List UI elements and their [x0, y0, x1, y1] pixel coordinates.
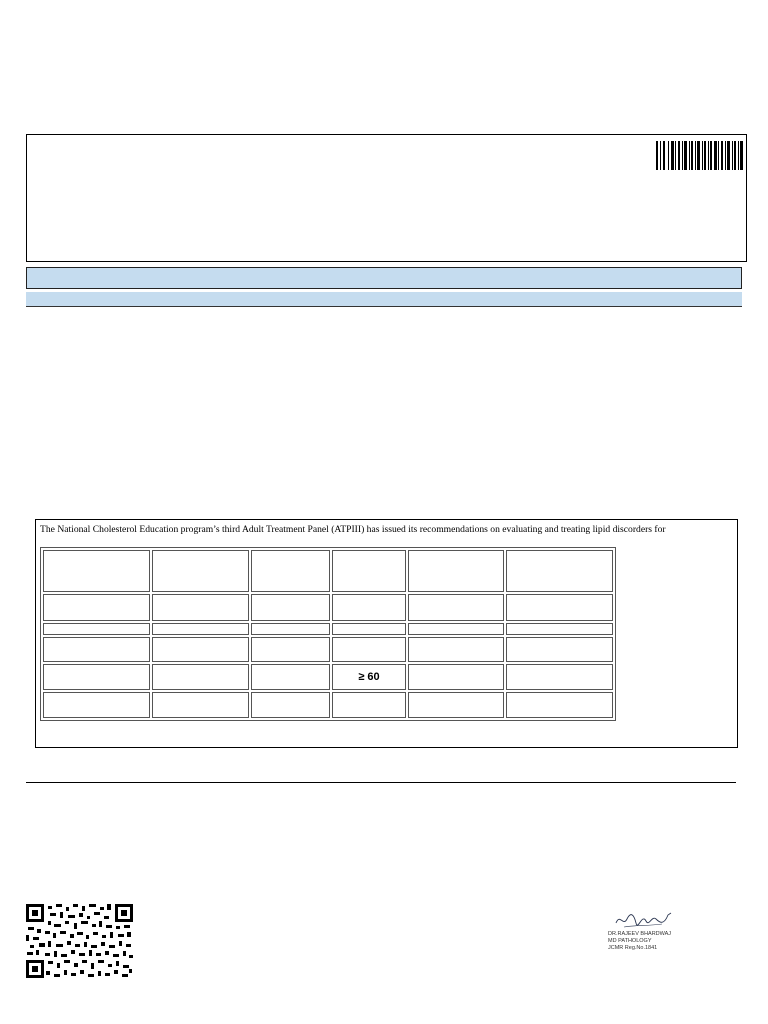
barcode-image — [656, 141, 743, 170]
lipid-reference-table — [40, 547, 616, 721]
doctor-signature-block — [606, 909, 696, 957]
table-cell — [408, 664, 504, 690]
doctor-qualification: MD PATHOLOGY — [608, 938, 652, 944]
table-cell — [506, 637, 613, 662]
table-cell — [251, 550, 330, 592]
table-cell — [152, 623, 249, 635]
table-cell — [251, 637, 330, 662]
table-cell — [506, 550, 613, 592]
table-row — [43, 623, 613, 635]
patient-info-box — [26, 134, 747, 262]
table-cell — [506, 594, 613, 621]
table-cell — [152, 692, 249, 718]
table-cell — [408, 623, 504, 635]
table-cell — [332, 623, 406, 635]
table-cell — [251, 623, 330, 635]
table-row — [43, 594, 613, 621]
table-cell — [251, 664, 330, 690]
table-row — [43, 637, 613, 662]
table-cell — [43, 594, 150, 621]
table-cell — [43, 637, 150, 662]
footer-divider — [26, 782, 736, 783]
signature-icon — [614, 909, 674, 931]
atp-note: The National Cholesterol Education program’s third Adult Treatment Panel (ATPIII) has issued its recommendations on evaluating and treating lipid discorders for — [40, 524, 666, 535]
table-cell — [506, 664, 613, 690]
doctor-name: DR.RAJEEV BHARDWAJ — [608, 931, 672, 937]
table-cell — [251, 692, 330, 718]
table-header-band — [26, 292, 742, 307]
qr-code-icon — [26, 904, 133, 978]
table-cell — [152, 664, 249, 690]
table-cell — [152, 637, 249, 662]
table-row — [43, 664, 613, 690]
table-row — [43, 550, 613, 592]
hdl-high-value: ≥ 60 — [332, 664, 406, 690]
table-cell — [408, 637, 504, 662]
table-cell — [43, 664, 150, 690]
table-cell — [506, 623, 613, 635]
table-cell — [332, 692, 406, 718]
table-cell — [332, 594, 406, 621]
report-title-bar — [26, 267, 742, 289]
doctor-registration: JCMR Reg.No.1841 — [608, 945, 658, 951]
table-cell — [43, 692, 150, 718]
table-cell — [332, 550, 406, 592]
table-cell — [43, 623, 150, 635]
table-cell — [332, 637, 406, 662]
table-cell — [408, 692, 504, 718]
table-row — [43, 692, 613, 718]
table-cell — [43, 550, 150, 592]
table-cell — [152, 550, 249, 592]
table-cell — [408, 594, 504, 621]
table-cell — [408, 550, 504, 592]
table-cell — [152, 594, 249, 621]
table-cell — [251, 594, 330, 621]
table-cell — [506, 692, 613, 718]
